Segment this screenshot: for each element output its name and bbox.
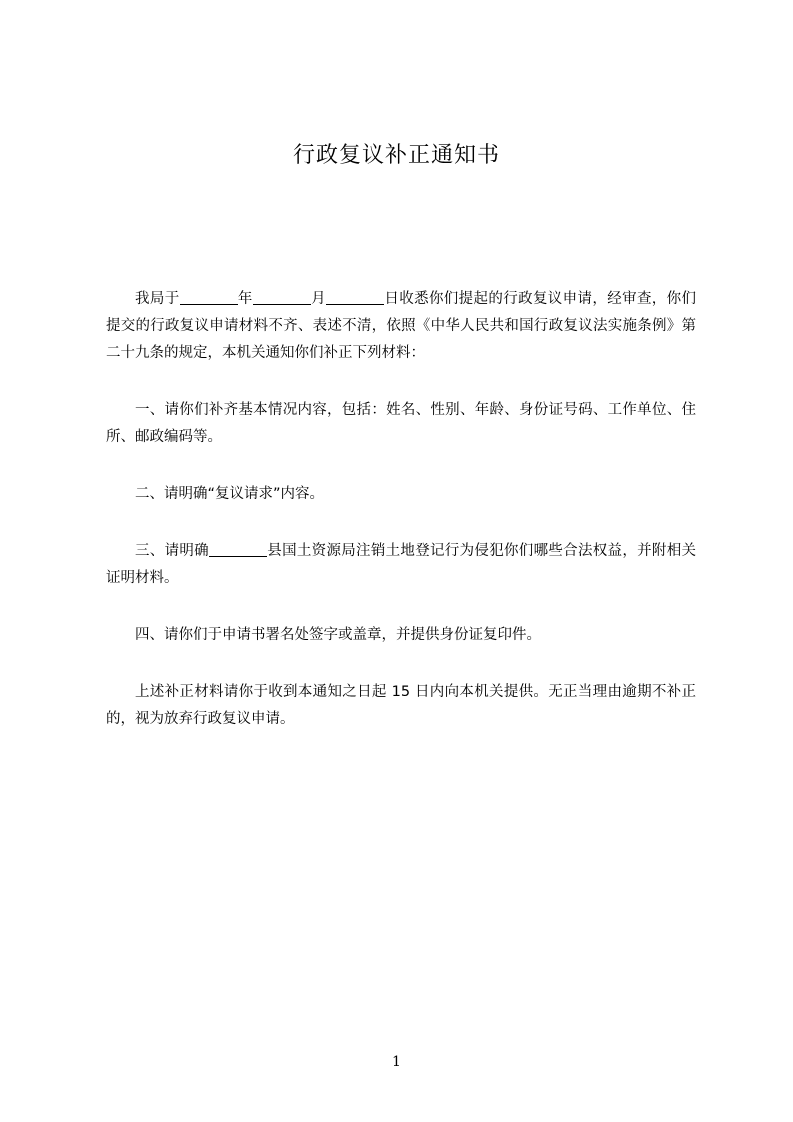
item-three-text-start: 三、请明确	[135, 543, 209, 559]
blank-month	[253, 290, 311, 306]
page-number: 1	[392, 1054, 401, 1070]
paragraph-item-one: 一、请你们补齐基本情况内容，包括：姓名、性别、年龄、身份证号码、工作单位、住所、邮政编码等。	[106, 402, 696, 445]
paragraph-item-two: 二、请明确“复议请求”内容。	[135, 486, 325, 502]
blank-day	[326, 290, 384, 306]
document-title: 行政复议补正通知书	[292, 143, 500, 168]
receipt-text-year: 年	[237, 291, 253, 307]
paragraph-deadline: 上述补正材料请你于收到本通知之日起 15 日内向本机关提供。无正当理由逾期不补正的，视为放弃行政复议申请。	[106, 684, 696, 727]
paragraph-item-three	[106, 538, 696, 592]
document-body	[106, 286, 696, 733]
paragraph-receipt-notice	[106, 286, 696, 367]
item-three-text-rest: 县国土资源局注销土地登记行为侵犯你们哪些合法权益，并附相关证明材料。	[106, 543, 697, 586]
receipt-text-start: 我局于	[135, 291, 180, 307]
paragraph-item-four: 四、请你们于申请书署名处签字或盖章，并提供身份证复印件。	[135, 627, 541, 643]
receipt-text-rest: 日收悉你们提起的行政复议申请，经审查，你们提交的行政复议申请材料不齐、表述不清，依照《中华人民共和国行政复议法实施条例》第二十九条的规定，本机关通知你们补正下列材料：	[106, 291, 697, 361]
blank-county	[209, 542, 267, 558]
receipt-text-month: 月	[310, 291, 327, 307]
blank-year	[180, 290, 238, 306]
